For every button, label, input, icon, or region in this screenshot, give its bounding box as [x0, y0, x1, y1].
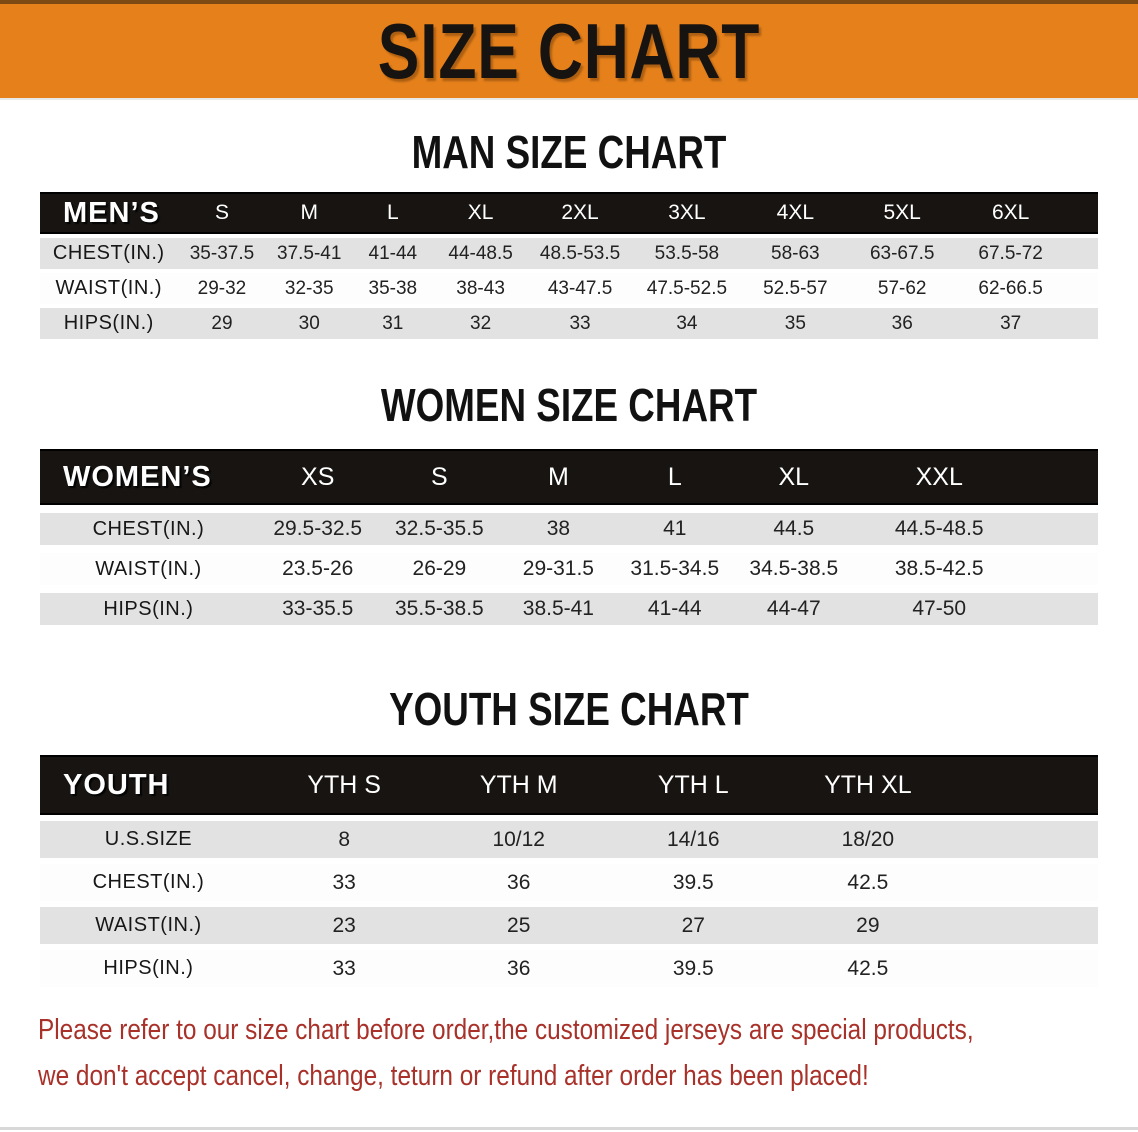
size-header: YTH S	[257, 755, 432, 815]
size-header: M	[500, 449, 616, 505]
table-group-label: YOUTH	[40, 755, 257, 815]
measure-label: CHEST(IN.)	[40, 864, 257, 901]
measure-value: 38.5-41	[500, 593, 616, 625]
size-header: YTH L	[606, 755, 781, 815]
size-header: M	[266, 192, 352, 234]
table-row	[40, 950, 1098, 987]
measure-value: 58-63	[741, 238, 849, 269]
measure-value: 34	[632, 308, 741, 339]
measure-value: 18/20	[781, 821, 956, 858]
size-header: 2XL	[528, 192, 633, 234]
table-row	[40, 238, 1098, 269]
measure-value: 33-35.5	[257, 593, 379, 625]
men-section	[0, 126, 1138, 343]
measure-value: 29-31.5	[500, 553, 616, 585]
measure-value: 42.5	[781, 864, 956, 901]
size-header: YTH XL	[781, 755, 956, 815]
table-row	[40, 864, 1098, 901]
measure-label: HIPS(IN.)	[40, 950, 257, 987]
measure-value: 32-35	[266, 273, 352, 304]
filler-cell	[955, 864, 1098, 901]
measure-value: 27	[606, 907, 781, 944]
women-section-title: WOMEN SIZE CHART	[380, 379, 758, 431]
measure-value: 41-44	[352, 238, 433, 269]
measure-value: 48.5-53.5	[528, 238, 633, 269]
measure-value: 38	[500, 513, 616, 545]
measure-value: 23.5-26	[257, 553, 379, 585]
filler-cell	[955, 907, 1098, 944]
measure-value: 37	[955, 308, 1066, 339]
measure-value: 35-37.5	[178, 238, 267, 269]
measure-value: 32.5-35.5	[379, 513, 501, 545]
measure-value: 35-38	[352, 273, 433, 304]
women-section	[0, 379, 1138, 633]
measure-value: 29-32	[178, 273, 267, 304]
measure-value: 39.5	[606, 864, 781, 901]
measure-value: 42.5	[781, 950, 956, 987]
measure-label: WAIST(IN.)	[40, 273, 178, 304]
measure-value: 31	[352, 308, 433, 339]
measure-value: 52.5-57	[741, 273, 849, 304]
men-size-table	[40, 188, 1098, 343]
table-group-label: MEN’S	[40, 192, 178, 234]
measure-value: 47-50	[855, 593, 1024, 625]
filler-cell	[1066, 238, 1098, 269]
measure-value: 31.5-34.5	[617, 553, 733, 585]
measure-value: 35.5-38.5	[379, 593, 501, 625]
measure-value: 36	[431, 864, 606, 901]
banner	[0, 0, 1138, 100]
measure-value: 34.5-38.5	[733, 553, 855, 585]
measure-value: 29.5-32.5	[257, 513, 379, 545]
measure-value: 25	[431, 907, 606, 944]
size-header: L	[352, 192, 433, 234]
measure-value: 38-43	[434, 273, 528, 304]
measure-value: 37.5-41	[266, 238, 352, 269]
measure-value: 23	[257, 907, 432, 944]
measure-value: 29	[781, 907, 956, 944]
size-header: XL	[733, 449, 855, 505]
measure-value: 62-66.5	[955, 273, 1066, 304]
measure-value: 39.5	[606, 950, 781, 987]
measure-value: 57-62	[849, 273, 955, 304]
measure-value: 44-47	[733, 593, 855, 625]
size-header: S	[178, 192, 267, 234]
disclaimer-line-2: we don't accept cancel, change, teturn or refund after order has been placed!	[38, 1060, 869, 1092]
size-header: XXL	[855, 449, 1024, 505]
measure-label: CHEST(IN.)	[40, 513, 257, 545]
measure-label: U.S.SIZE	[40, 821, 257, 858]
measure-label: WAIST(IN.)	[40, 907, 257, 944]
size-header: YTH M	[431, 755, 606, 815]
measure-value: 44-48.5	[434, 238, 528, 269]
filler-cell	[955, 755, 1098, 815]
size-header: XS	[257, 449, 379, 505]
size-header: 3XL	[632, 192, 741, 234]
measure-label: HIPS(IN.)	[40, 593, 257, 625]
bottom-rule	[0, 1127, 1138, 1130]
measure-value: 33	[257, 950, 432, 987]
measure-value: 33	[528, 308, 633, 339]
measure-value: 33	[257, 864, 432, 901]
men-section-title: MAN SIZE CHART	[411, 126, 727, 178]
youth-section	[0, 683, 1138, 993]
measure-value: 26-29	[379, 553, 501, 585]
page-title: SIZE CHART	[377, 7, 761, 95]
filler-cell	[1066, 192, 1098, 234]
filler-cell	[955, 950, 1098, 987]
measure-value: 38.5-42.5	[855, 553, 1024, 585]
measure-value: 44.5-48.5	[855, 513, 1024, 545]
filler-cell	[1024, 513, 1098, 545]
measure-value: 36	[849, 308, 955, 339]
measure-value: 41	[617, 513, 733, 545]
size-header: L	[617, 449, 733, 505]
filler-cell	[1024, 553, 1098, 585]
disclaimer-line-1: Please refer to our size chart before order,the customized jerseys are special products,	[38, 1014, 974, 1046]
measure-value: 47.5-52.5	[632, 273, 741, 304]
table-row	[40, 907, 1098, 944]
disclaimer	[38, 1011, 1138, 1095]
size-header: XL	[434, 192, 528, 234]
youth-section-title: YOUTH SIZE CHART	[389, 683, 749, 735]
filler-cell	[1024, 593, 1098, 625]
table-row	[40, 308, 1098, 339]
size-header: 4XL	[741, 192, 849, 234]
table-row	[40, 513, 1098, 545]
measure-value: 14/16	[606, 821, 781, 858]
filler-cell	[955, 821, 1098, 858]
table-row	[40, 273, 1098, 304]
table-row	[40, 821, 1098, 858]
measure-value: 35	[741, 308, 849, 339]
youth-size-table	[40, 749, 1098, 993]
measure-label: CHEST(IN.)	[40, 238, 178, 269]
filler-cell	[1024, 449, 1098, 505]
women-header-row	[40, 449, 1098, 505]
measure-value: 32	[434, 308, 528, 339]
measure-value: 36	[431, 950, 606, 987]
measure-label: WAIST(IN.)	[40, 553, 257, 585]
measure-value: 67.5-72	[955, 238, 1066, 269]
table-group-label: WOMEN’S	[40, 449, 257, 505]
filler-cell	[1066, 273, 1098, 304]
table-row	[40, 553, 1098, 585]
measure-value: 43-47.5	[528, 273, 633, 304]
measure-value: 10/12	[431, 821, 606, 858]
measure-label: HIPS(IN.)	[40, 308, 178, 339]
youth-header-row	[40, 755, 1098, 815]
women-size-table	[40, 441, 1098, 633]
table-row	[40, 593, 1098, 625]
measure-value: 41-44	[617, 593, 733, 625]
measure-value: 8	[257, 821, 432, 858]
measure-value: 63-67.5	[849, 238, 955, 269]
filler-cell	[1066, 308, 1098, 339]
measure-value: 44.5	[733, 513, 855, 545]
measure-value: 29	[178, 308, 267, 339]
size-header: S	[379, 449, 501, 505]
size-header: 6XL	[955, 192, 1066, 234]
size-header: 5XL	[849, 192, 955, 234]
measure-value: 30	[266, 308, 352, 339]
measure-value: 53.5-58	[632, 238, 741, 269]
men-header-row	[40, 192, 1098, 234]
